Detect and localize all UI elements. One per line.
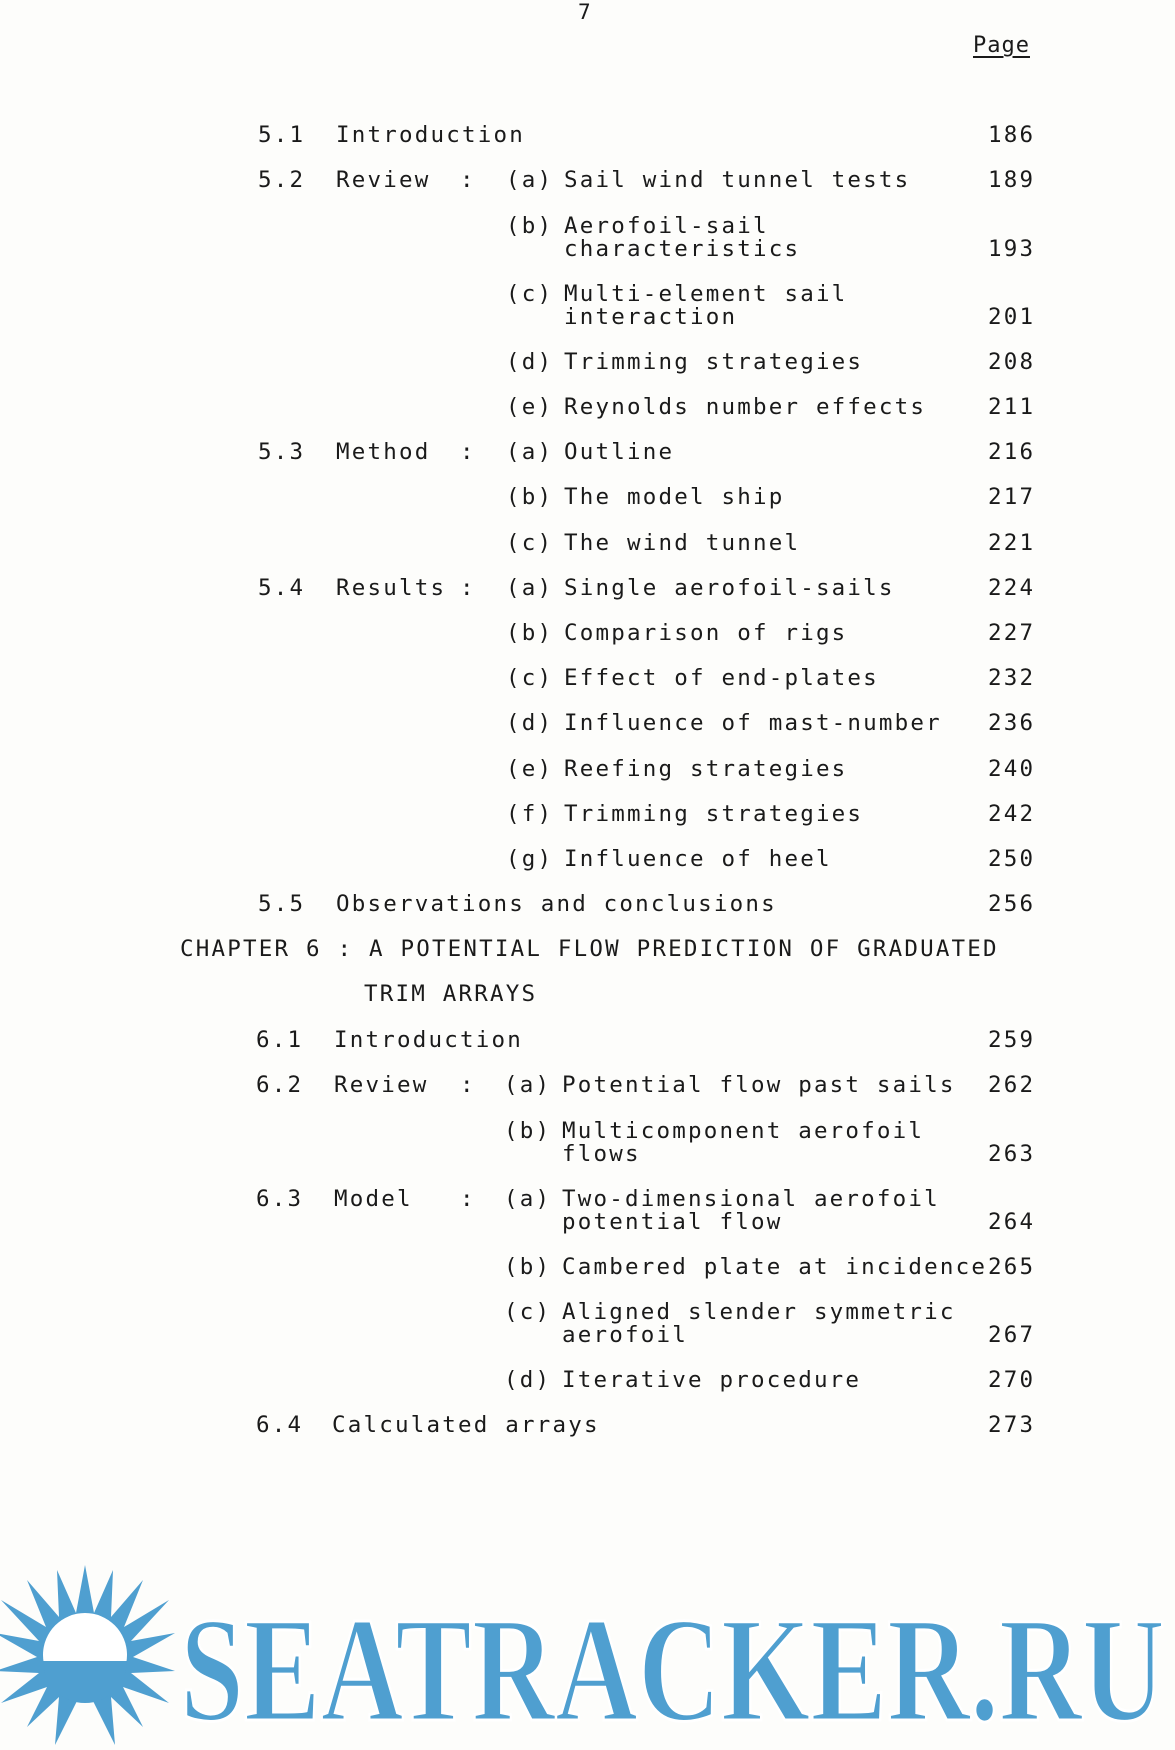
entry-letter: (c) — [506, 665, 554, 691]
section-number: 6.1 — [256, 1027, 304, 1053]
sun-icon — [0, 1565, 175, 1745]
entry-title: Iterative procedure — [562, 1367, 862, 1393]
entry-title: Reynolds number effects — [564, 394, 927, 420]
entry-title-continued: flows — [562, 1141, 641, 1167]
entry-page: 236 — [988, 710, 1036, 736]
entry-page: 270 — [988, 1367, 1036, 1393]
entry-title: Introduction — [334, 1027, 523, 1053]
entry-title: Sail wind tunnel tests — [564, 167, 911, 193]
entry-page: 242 — [988, 801, 1036, 827]
entry-letter: (c) — [506, 281, 554, 307]
entry-letter: (b) — [504, 1254, 552, 1280]
group-colon: : — [460, 1072, 476, 1098]
entry-page: 240 — [988, 756, 1036, 782]
entry-letter: (c) — [506, 530, 554, 556]
section-number: 5.4 — [258, 575, 306, 601]
entry-page: 189 — [988, 167, 1036, 193]
entry-title: The model ship — [564, 484, 785, 510]
entry-page: 232 — [988, 665, 1036, 691]
chapter-heading-continued: TRIM ARRAYS — [364, 981, 538, 1007]
entry-title: Multicomponent aerofoil — [562, 1118, 925, 1144]
entry-title: Aerofoil-sail — [564, 213, 769, 239]
entry-letter: (a) — [506, 167, 554, 193]
entry-page: 263 — [988, 1141, 1036, 1167]
entry-page: 221 — [988, 530, 1036, 556]
section-number: 6.2 — [256, 1072, 304, 1098]
entry-page: 250 — [988, 846, 1036, 872]
entry-title: Single aerofoil-sails — [564, 575, 895, 601]
chapter-heading: CHAPTER 6 : A POTENTIAL FLOW PREDICTION OF GRADUATED — [180, 936, 999, 962]
entry-page: 273 — [988, 1412, 1036, 1438]
entry-title: Cambered plate at incidence — [562, 1254, 988, 1280]
entry-title: Trimming strategies — [564, 801, 864, 827]
entry-title: Reefing strategies — [564, 756, 848, 782]
section-number: 5.3 — [258, 439, 306, 465]
entry-title: Observations and conclusions — [336, 891, 777, 917]
entry-title: Introduction — [336, 122, 525, 148]
group-label: Results — [336, 575, 447, 601]
entry-title: Outline — [564, 439, 675, 465]
entry-title: Multi-element sail — [564, 281, 848, 307]
watermark — [0, 1555, 1175, 1750]
entry-letter: (e) — [506, 756, 554, 782]
entry-title: Potential flow past sails — [562, 1072, 956, 1098]
entry-title: Comparison of rigs — [564, 620, 848, 646]
entry-title: Influence of mast-number — [564, 710, 942, 736]
entry-title: Calculated arrays — [332, 1412, 600, 1438]
entry-page: 256 — [988, 891, 1036, 917]
group-label: Method — [336, 439, 431, 465]
entry-letter: (b) — [506, 620, 554, 646]
entry-page: 193 — [988, 236, 1036, 262]
entry-page: 224 — [988, 575, 1036, 601]
entry-letter: (e) — [506, 394, 554, 420]
watermark-text: SEATRACKER.RU — [180, 1587, 1165, 1750]
entry-title: Trimming strategies — [564, 349, 864, 375]
entry-letter: (a) — [504, 1072, 552, 1098]
entry-page: 186 — [988, 122, 1036, 148]
entry-letter: (d) — [506, 710, 554, 736]
entry-page: 265 — [988, 1254, 1036, 1280]
entry-letter: (b) — [506, 484, 554, 510]
section-number: 5.5 — [258, 891, 306, 917]
entry-page: 264 — [988, 1209, 1036, 1235]
entry-letter: (a) — [506, 439, 554, 465]
section-number: 5.2 — [258, 167, 306, 193]
entry-title-continued: aerofoil — [562, 1322, 688, 1348]
entry-letter: (b) — [504, 1118, 552, 1144]
entry-title: The wind tunnel — [564, 530, 801, 556]
entry-page: 262 — [988, 1072, 1036, 1098]
group-colon: : — [460, 1186, 476, 1212]
entry-letter: (d) — [506, 349, 554, 375]
group-colon: : — [460, 167, 476, 193]
entry-title-continued: potential flow — [562, 1209, 783, 1235]
group-colon: : — [460, 439, 476, 465]
page-column-header: Page — [973, 33, 1030, 58]
entry-page: 211 — [988, 394, 1036, 420]
entry-title: Two-dimensional aerofoil — [562, 1186, 940, 1212]
entry-letter: (a) — [504, 1186, 552, 1212]
group-label: Review — [336, 167, 431, 193]
entry-page: 208 — [988, 349, 1036, 375]
entry-page: 217 — [988, 484, 1036, 510]
entry-letter: (c) — [504, 1299, 552, 1325]
entry-letter: (a) — [506, 575, 554, 601]
page-number: 7 — [578, 0, 591, 24]
group-colon: : — [460, 575, 476, 601]
entry-title: Influence of heel — [564, 846, 832, 872]
entry-letter: (g) — [506, 846, 554, 872]
entry-page: 227 — [988, 620, 1036, 646]
entry-letter: (b) — [506, 213, 554, 239]
entry-title: Effect of end-plates — [564, 665, 879, 691]
entry-letter: (f) — [506, 801, 554, 827]
section-number: 6.3 — [256, 1186, 304, 1212]
group-label: Review — [334, 1072, 429, 1098]
group-label: Model — [334, 1186, 413, 1212]
entry-page: 267 — [988, 1322, 1036, 1348]
entry-title: Aligned slender symmetric — [562, 1299, 956, 1325]
entry-letter: (d) — [504, 1367, 552, 1393]
entry-page: 259 — [988, 1027, 1036, 1053]
section-number: 6.4 — [256, 1412, 304, 1438]
entry-page: 201 — [988, 304, 1036, 330]
entry-page: 216 — [988, 439, 1036, 465]
section-number: 5.1 — [258, 122, 306, 148]
entry-title-continued: interaction — [564, 304, 738, 330]
entry-title-continued: characteristics — [564, 236, 801, 262]
